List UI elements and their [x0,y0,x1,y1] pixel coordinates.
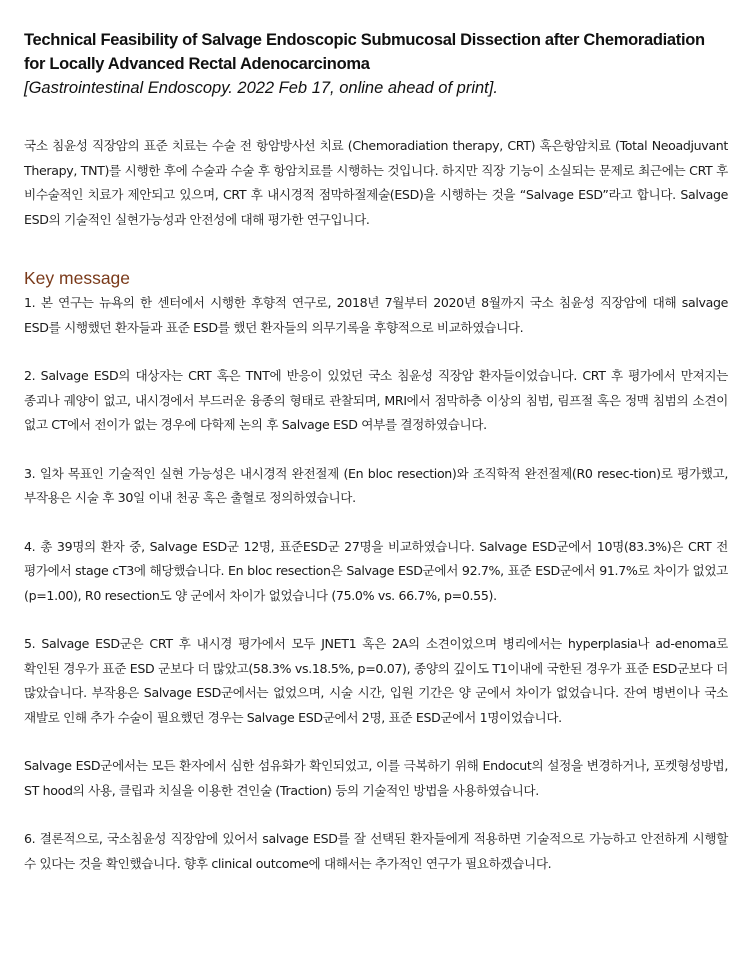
key-message-item-5-continued: Salvage ESD군에서는 모든 환자에서 심한 섬유화가 확인되었고, 이를 극복하기 위해 Endocut의 설정을 변경하거나, 포켓형성방법, ST hood의 사용, 클립과 치실을 이용한 견인술 (Traction) 등의 기술적인 방법을 사용하였습니다. [24,758,728,798]
key-message-item-4: 4. 총 39명의 환자 중, Salvage ESD군 12명, 표준ESD군 27명을 비교하였습니다. Salvage ESD군에서 10명(83.3%)은 CRT 전 평가에서 stage cT3에 해당했습니다. En bloc resection은 Salvage ESD군에서 92.7%, 표준 ESD군에서 91.7%로 차이가 없었고 (p=1.00), R0 resection도 양 군에서 차이가 없었습니다 (75.0% vs. 66.7%, p=0.55). [24,538,728,603]
article [24,28,728,876]
intro-paragraph: 국소 침윤성 직장암의 표준 치료는 수술 전 항암방사선 치료 (Chemoradiation therapy, CRT) 혹은항암치료 (Total Neoadjuvant Therapy, TNT)를 시행한 후에 수술과 수술 후 항암치료를 시행하는 것입니다. 하지만 직장 기능이 소실되는 문제로 최근에는 CRT 후 비수술적인 치료가 제안되고 있으며, CRT 후 내시경적 점막하절제술(ESD)을 시행하는 것을 “Salvage ESD”라고 합니다. Salvage ESD의 기술적인 실현가능성과 안전성에 대해 평가한 연구입니다. [24,138,728,227]
article-title: Technical Feasibility of Salvage Endoscopic Submucosal Dissection after Chemoradiation for Locally Advanced Rectal Adenocarcinoma [24,31,705,73]
key-message-item-3: 3. 일차 목표인 기술적인 실현 가능성은 내시경적 완전절제 (En bloc resection)와 조직학적 완전절제(R0 resec-tion)로 평가했고, 부작용은 시술 후 30일 이내 천공 혹은 출혈로 정의하였습니다. [24,465,728,505]
key-message-item-6: 6. 결론적으로, 국소침윤성 직장암에 있어서 salvage ESD를 잘 선택된 환자들에게 적용하면 기술적으로 가능하고 안전하게 시행할 수 있다는 것을 확인했습니다. 향후 clinical outcome에 대해서는 추가적인 연구가 필요하겠습니다. [24,831,728,871]
key-message-heading: Key message [24,268,131,288]
key-message-item-5: 5. Salvage ESD군은 CRT 후 내시경 평가에서 모두 JNET1 혹은 2A의 소견이었으며 병리에서는 hyperplasia나 ad-enoma로 확인된 경우가 표준 ESD 군보다 더 많았고(58.3% vs.18.5%, p=0.07), 종양의 깊이도 T1이내에 국한된 경우가 표준 ESD군보다 더 많았습니다. 부작용은 Salvage ESD군에서는 없었으며, 시술 시간, 입원 기간은 양 군에서 차이가 없었습니다. 잔여 병변이나 국소 재발로 인해 추가 수술이 필요했던 경우는 Salvage ESD군에서 2명, 표준 ESD군에서 1명이었습니다. [24,636,728,725]
key-message-item-1: 1. 본 연구는 뉴욕의 한 센터에서 시행한 후향적 연구로, 2018년 7월부터 2020년 8월까지 국소 침윤성 직장암에 대해 salvage ESD를 시행했던 환자들과 표준 ESD를 했던 환자들의 의무기록을 후향적으로 비교하였습니다. [24,295,728,335]
key-message-item-2: 2. Salvage ESD의 대상자는 CRT 혹은 TNT에 반응이 있었던 국소 침윤성 직장암 환자들이었습니다. CRT 후 평가에서 만져지는 종괴나 궤양이 없고, 내시경에서 부드러운 융종의 형태로 관찰되며, MRI에서 점막하층 이상의 침범, 림프절 혹은 정맥 침범의 소견이 없고 CT에서 전이가 없는 경우에 다학제 논의 후 Salvage ESD 여부를 결정하였습니다. [24,368,728,432]
journal-citation: [Gastrointestinal Endoscopy. 2022 Feb 17, online ahead of print]. [24,79,498,97]
